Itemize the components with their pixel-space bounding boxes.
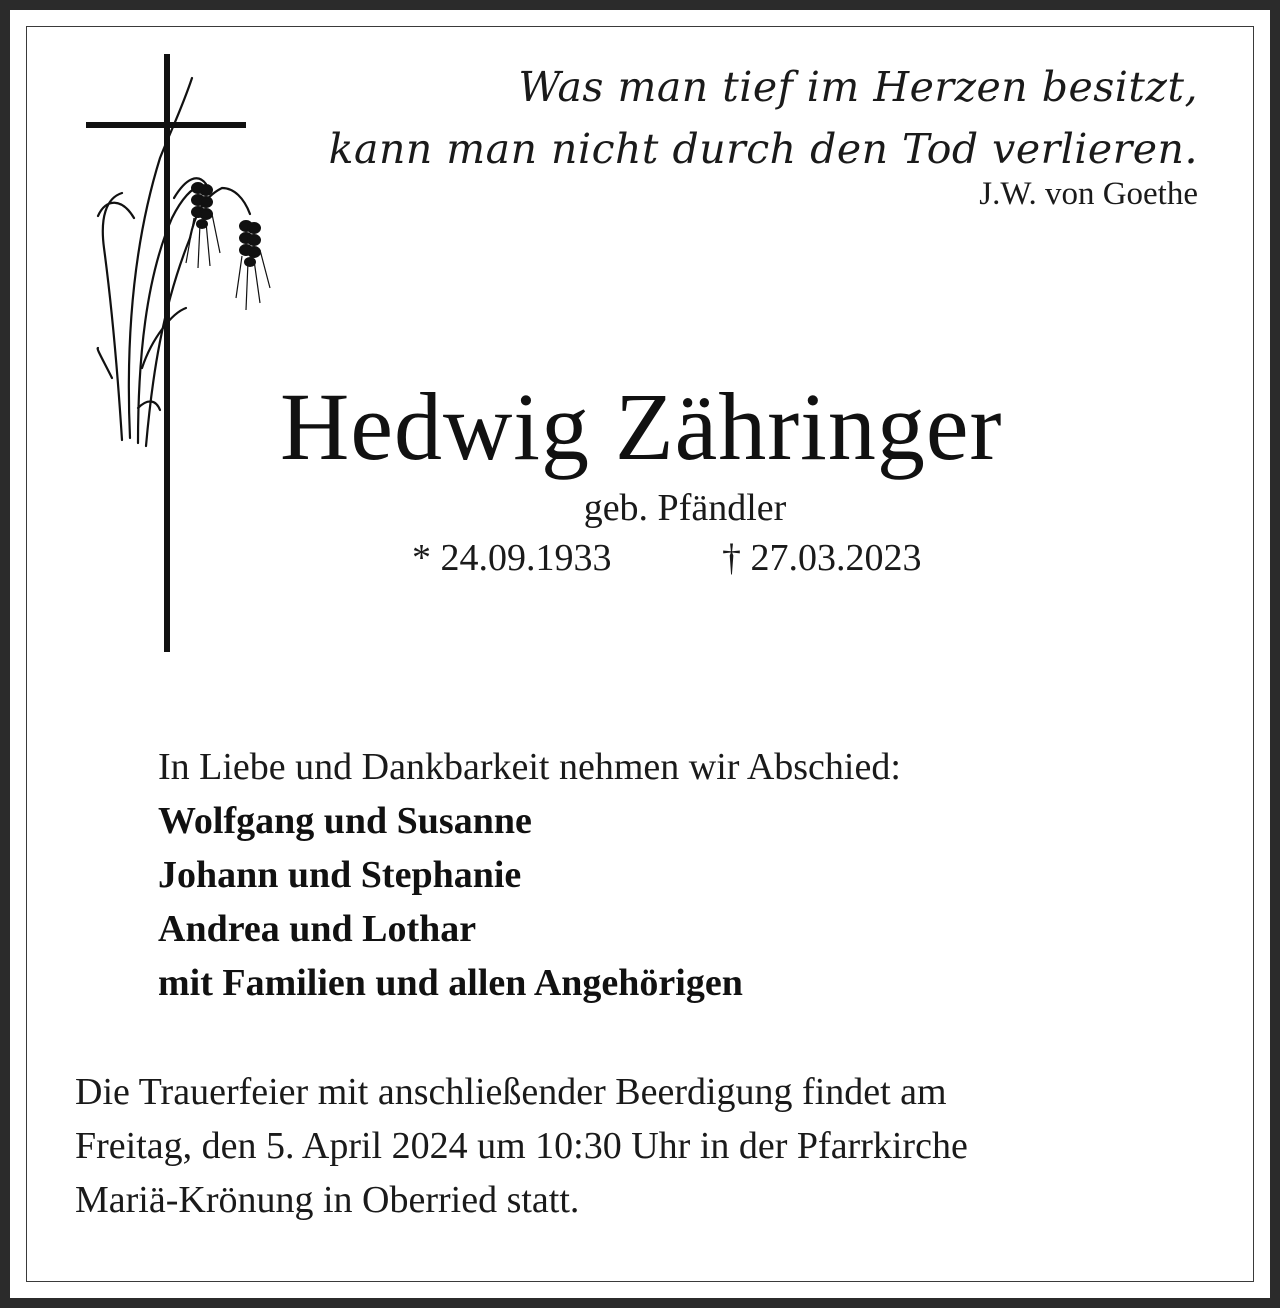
funeral-notice-line: Die Trauerfeier mit anschließender Beerdigung findet am xyxy=(75,1071,947,1113)
cross-with-wheat-icon xyxy=(82,48,292,658)
mourner-line: mit Familien und allen Angehörigen xyxy=(158,962,743,1004)
mourner-line: Johann und Stephanie xyxy=(158,854,522,896)
birth-date: * 24.09.1933 xyxy=(412,537,612,579)
funeral-notice-line: Freitag, den 5. April 2024 um 10:30 Uhr in der Pfarrkirche xyxy=(75,1125,968,1167)
mourner-line: Wolfgang und Susanne xyxy=(158,800,532,842)
maiden-name: geb. Pfändler xyxy=(583,487,787,529)
death-date: † 27.03.2023 xyxy=(722,537,922,579)
quote-author: J.W. von Goethe xyxy=(979,176,1198,212)
quote-line-1: Was man tief im Herzen besitzt, xyxy=(518,63,1198,111)
quote xyxy=(329,56,1198,180)
mourner-line: Andrea und Lothar xyxy=(158,908,477,950)
farewell-intro: In Liebe und Dankbarkeit nehmen wir Abschied: xyxy=(158,746,901,788)
quote-line-2: kann man nicht durch den Tod verlieren. xyxy=(328,125,1198,173)
funeral-notice xyxy=(75,1065,1225,1227)
funeral-notice-line: Mariä-Krönung in Oberried statt. xyxy=(75,1179,580,1221)
deceased-name: Hedwig Zähringer xyxy=(280,373,1003,480)
